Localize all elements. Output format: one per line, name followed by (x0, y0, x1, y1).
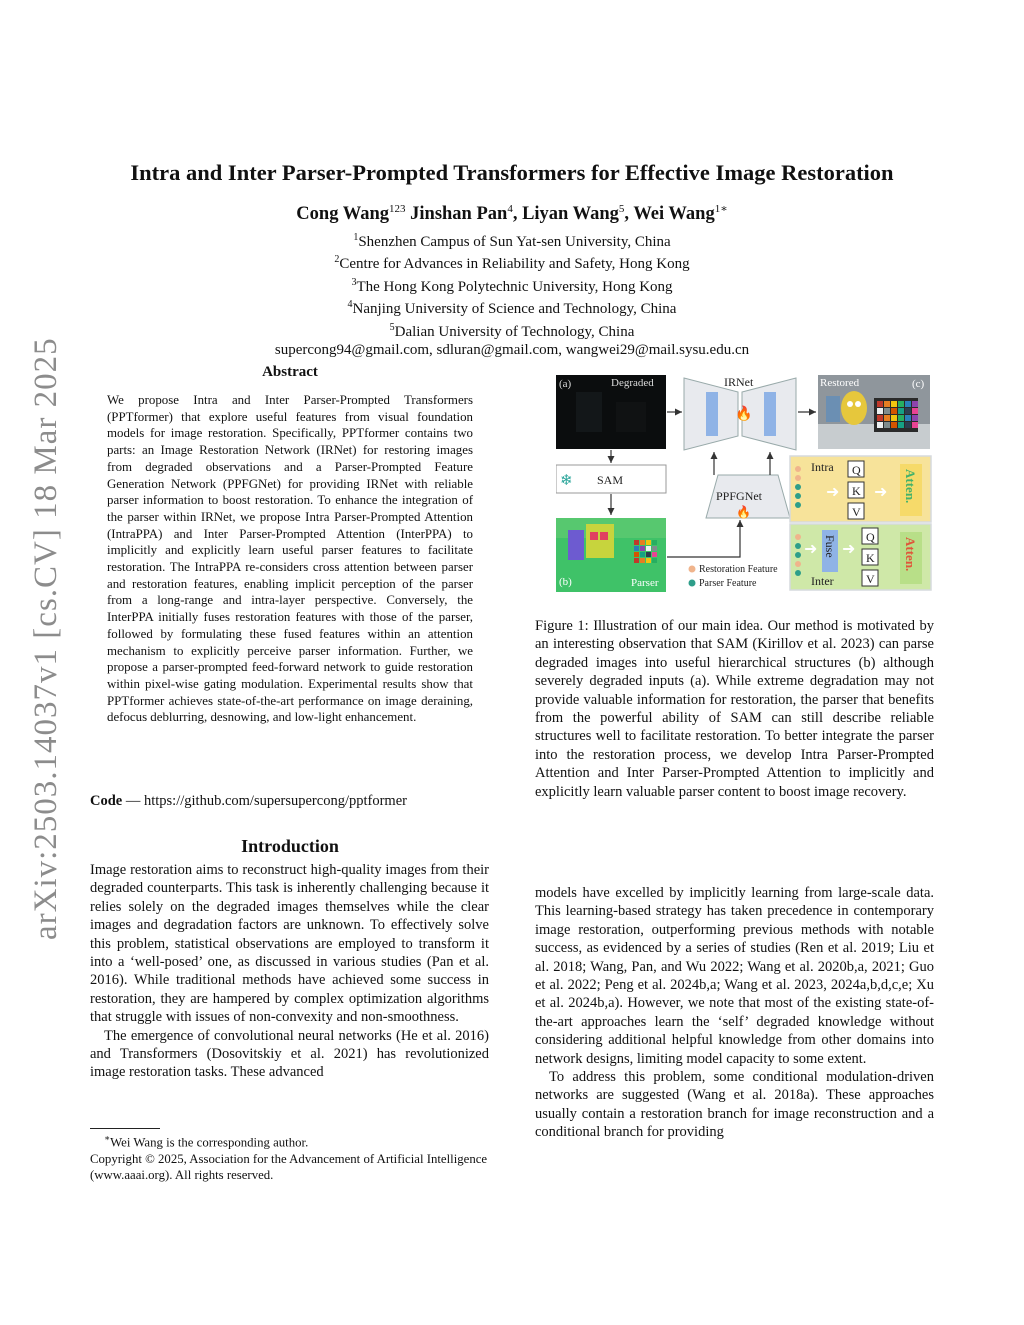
snowflake-icon: ❄ (560, 473, 573, 489)
affiliation-line: $^5$Dalian University of Technology, China (389, 321, 635, 340)
feature-legend (689, 564, 779, 589)
label-k-inter: K (866, 551, 875, 565)
restored-image-panel (818, 375, 930, 449)
label-c: (c) (912, 378, 925, 390)
intro-paragraph: Image restoration aims to reconstruct high-quality images from their degraded counterparts. This task is inherently challenging because it relies solely on the degraded images themselves while the clear images and degradation factors are unknown. To effectively solve this problem, statistical observations are employed to transform it into a ‘well-posed’ one, as discussed in various studies (Pan et al. 2016). While traditional methods have achieved some success in restoration, they are hampered by complex optimization algorithms that struggle with issues of non-convexity and non-smoothness. (90, 862, 489, 1026)
arrow-right-icon: ➜ (874, 484, 888, 501)
flame-icon: 🔥 (736, 505, 751, 519)
sam-block (556, 450, 666, 515)
label-v-inter: V (866, 572, 875, 586)
restoration-feature-dot (689, 566, 696, 573)
code-label: Code (90, 793, 123, 809)
label-irnet: IRNet (724, 375, 754, 389)
label-atten-inter: Atten. (903, 537, 918, 572)
intro-paragraph: The emergence of convolutional neural networks (He et al. 2016) and Transformers (Dosovitskiy et al. 2021) has revolutionized image restoration tasks. These advanced (90, 1027, 489, 1081)
parser-image-panel (556, 518, 666, 592)
arrow-right-icon: ➜ (842, 541, 856, 558)
introduction-right-column (535, 884, 934, 1142)
label-q-inter: Q (866, 530, 875, 544)
abstract-heading: Abstract (262, 364, 318, 380)
author-name: Jinshan Pan (410, 204, 508, 225)
irnet-block (667, 375, 816, 450)
author-affiliation-marker: 5 (618, 203, 625, 215)
author-name: Cong Wang (296, 204, 390, 225)
label-intra: Intra (811, 460, 834, 474)
irnet-encoder-layer (706, 392, 718, 436)
introduction-left-column (90, 861, 489, 1082)
paper-title: Intra and Inter Parser-Prompted Transformers for Effective Image Restoration (130, 160, 894, 185)
intro-paragraph: models have excelled by implicitly learning from large-scale data. This learning-based strategy has taken precedence in contemporary image restoration, outperforming previous methods with notable success, as evidenced by a series of studies (Ren et al. 2019; Liu et al. 2018; Wang, Pan, and Wu 2022; Wang et al. 2020b,a, 2021; Guo et al. 2022; Peng et al. 2024b,a; Wang et al. 2023, 2024a,b,d,c,e; Xu et al. 2024b,a). However, we note that most of the existing state-of-the-art approaches learn the ‘self’ degraded knowledge without considering additional helpful knowledge from other domains into network designs, limiting model capacity to some extent. (535, 885, 934, 1067)
footnote-rule (90, 1128, 160, 1129)
parser-feature-dot (689, 580, 696, 587)
copyright-notice: Copyright © 2025, Association for the Advancement of Artificial Intelligence (www.aaai.org). All rights reserved. (90, 1151, 488, 1183)
code-url-link[interactable]: https://github.com/supersupercong/pptformer (143, 793, 407, 809)
affiliation-line: $^3$The Hong Kong Polytechnic University, Hong Kong (351, 276, 673, 295)
author-affiliation-marker: 4 (507, 203, 513, 215)
intra-attention-panel (790, 456, 931, 522)
affiliation-line: $^2$Centre for Advances in Reliability and Safety, Hong Kong (334, 254, 690, 273)
footnote-mark: ∗ (104, 1133, 111, 1143)
arxiv-identifier: arXiv:2503.14037v1 [cs.CV] 18 Mar 2025 (28, 337, 64, 940)
author-list: Cong Wang$^{123}$ Jinshan Pan$^4$, Liyan Wang$^5$, Wei Wang$^{1∗}$ (296, 203, 728, 225)
figure-1-caption: Figure 1: Illustration of our main idea. Our method is motivated by an interesting observation that SAM (Kirillov et al. 2023) can parse degraded images into useful hierarchical structures (b) although severely degraded inputs (a). While extreme degradation may not provide valuable information for restoration, the parser that benefits from the powerful ability of SAM can still describe reliable structures well to facilitate restoration. To better integrate the parser into the restoration process, we develop Intra Parser-Prompted Attention and Inter Parser-Prompted Attention to implicitly and explicitly learn valuable parser content to boost image recovery. (535, 618, 934, 800)
intro-paragraph: To address this problem, some conditional modulation-driven networks are suggested (Wang et al. 2018a). These approaches usually contain a restoration branch for image reconstruction and a conditional branch for providing (535, 1069, 934, 1141)
arrow-right-icon: ➜ (826, 484, 840, 501)
irnet-decoder-layer (764, 392, 776, 436)
author-emails: supercong94@gmail.com, sdluran@gmail.com, wangwei29@mail.sysu.edu.cn (274, 342, 750, 359)
legend-parser-feature: Parser Feature (699, 578, 757, 589)
figure-1-diagram (556, 372, 932, 594)
label-fuse: Fuse (823, 535, 837, 558)
ppfgnet-block (667, 452, 790, 557)
label-q-intra: Q (852, 463, 861, 477)
label-inter: Inter (811, 574, 834, 588)
degraded-image-panel (556, 375, 666, 449)
arrow-right-icon: ➜ (804, 541, 818, 558)
label-k-intra: K (852, 484, 861, 498)
footnote (90, 1130, 489, 1183)
affiliation-line: $^1$Shenzhen Campus of Sun Yat-sen University, China (353, 232, 671, 250)
label-atten-intra: Atten. (903, 469, 918, 504)
label-parser: Parser (631, 577, 659, 589)
flame-icon: 🔥 (735, 407, 753, 422)
author-name: Liyan Wang (522, 204, 619, 225)
affiliation-line: $^4$Nanjing University of Science and Technology, China (347, 299, 677, 318)
label-degraded: Degraded (611, 377, 654, 389)
footnote-note: Wei Wang is the corresponding author. (110, 1135, 309, 1150)
code-dash: — (122, 793, 144, 809)
label-b: (b) (559, 576, 572, 588)
label-v-intra: V (852, 505, 861, 519)
author-affiliation-marker: 123 (389, 203, 406, 215)
label-a: (a) (559, 378, 572, 390)
legend-restoration-feature: Restoration Feature (699, 564, 778, 575)
code-link-line (90, 793, 490, 810)
affiliation-list (60, 229, 964, 359)
introduction-heading: Introduction (241, 836, 339, 856)
label-ppfgnet: PPFGNet (716, 489, 763, 503)
label-sam: SAM (597, 473, 624, 487)
inter-attention-panel (790, 524, 931, 590)
abstract-text: We propose Intra and Inter Parser-Prompted Transformers (PPTformer) that explore useful features from visual foundation models for image restoration. Specifically, PPTformer contains two parts: an Image Restoration Network (IRNet) for restoring images from degraded observations and a Parser-Prompted Feature Generation Network (PPFGNet) for providing IRNet with reliable parser information to boost restoration. To enhance the integration of the parser within IRNet, we propose Intra Parser-Prompted Attention (IntraPPA) and Inter Parser-Prompted Attention (InterPPA) to implicitly and explicitly learn useful parser features to facilitate restoration. The IntraPPA re-considers cross attention between parser and restoration features, enabling implicit perception of the parser from a long-range and intra-layer perspective. Conversely, the InterPPA initially fuses restoration features with those of the parser, followed by formulating these fused features within an attention mechanism to explicitly perceive parser information. Further, we propose a parser-prompted feed-forward network to guide restoration within pixel-wise gating modulation. Experimental results show that PPTformer achieves state-of-the-art performance on image deraining, defocus deblurring, desnowing, and low-light enhancement. (107, 393, 473, 725)
author-affiliation-marker: 1∗ (714, 203, 728, 215)
author-name: Wei Wang (633, 204, 715, 225)
label-restored: Restored (820, 377, 860, 389)
